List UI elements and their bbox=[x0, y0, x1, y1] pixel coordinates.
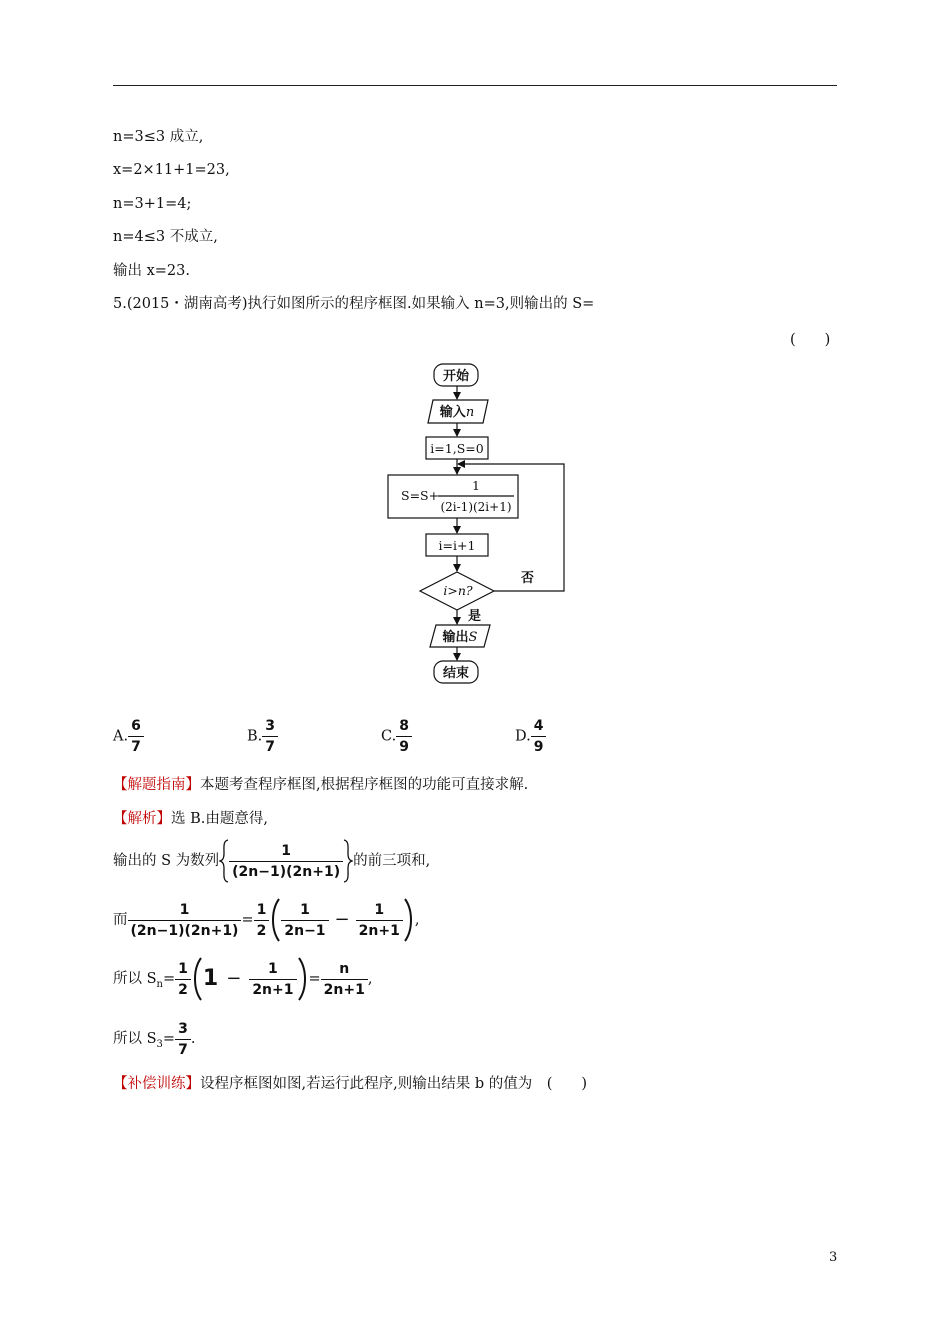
option-d bbox=[515, 718, 546, 755]
eq-num: 1 bbox=[179, 901, 190, 918]
page-number: 3 bbox=[829, 1250, 838, 1265]
svg-text:输出S bbox=[442, 629, 478, 645]
sn-eq: = bbox=[163, 971, 176, 987]
comma: , bbox=[367, 971, 373, 987]
guide-tag: 【解题指南】 bbox=[113, 777, 200, 793]
init-label: i=1,S=0 bbox=[430, 441, 484, 456]
option-c bbox=[381, 718, 412, 755]
p1-den: 2n−1 bbox=[281, 920, 328, 939]
sn-p2-den: 2n+1 bbox=[249, 979, 296, 998]
analysis-line bbox=[113, 810, 268, 828]
p1-num: 1 bbox=[300, 901, 310, 918]
analysis-tag: 【解析】 bbox=[113, 811, 171, 827]
right-paren-icon bbox=[403, 898, 415, 942]
sn-line bbox=[113, 956, 372, 1008]
sn-half-num: 1 bbox=[178, 960, 188, 977]
extra-text: 设程序框图如图,若运行此程序,则输出结果 b 的值为 ( ) bbox=[200, 1076, 588, 1092]
input-label: 输入 bbox=[439, 405, 466, 420]
er-text: 而 bbox=[113, 912, 128, 928]
text-line: n=3≤3 成立, bbox=[113, 129, 204, 145]
text-line: x=2×11+1=23, bbox=[113, 162, 230, 178]
s3-sub: 3 bbox=[156, 1038, 163, 1050]
sn-eq2: = bbox=[308, 971, 321, 987]
no-label: 否 bbox=[521, 571, 535, 586]
s3-line bbox=[113, 1016, 195, 1068]
right-paren-icon bbox=[297, 957, 309, 1001]
question-5: 5.(2015・湖南高考)执行如图所示的程序框图.如果输入 n=3,则输出的 S= bbox=[113, 296, 595, 312]
text-line: n=4≤3 不成立, bbox=[113, 229, 218, 245]
half-den: 2 bbox=[254, 920, 270, 939]
update-num: 1 bbox=[472, 478, 480, 493]
p2-num: 1 bbox=[374, 901, 385, 918]
extra-tag: 【补偿训练】 bbox=[113, 1076, 200, 1092]
option-num: 4 bbox=[533, 718, 544, 734]
sn-prefix: 所以 S bbox=[113, 971, 157, 987]
left-paren-icon bbox=[269, 898, 281, 942]
extra-line bbox=[113, 1075, 587, 1093]
res-num: n bbox=[339, 960, 350, 977]
answer-paren: ( ) bbox=[790, 332, 831, 348]
text-line: 输出 x=23. bbox=[113, 263, 190, 279]
start-label: 开始 bbox=[442, 369, 470, 384]
sn-sub: n bbox=[156, 978, 163, 990]
s3-den: 7 bbox=[175, 1039, 191, 1058]
right-brace-icon bbox=[343, 839, 353, 883]
seq-den: (2n−1)(2n+1) bbox=[229, 861, 343, 880]
s3-prefix: 所以 S bbox=[113, 1031, 157, 1047]
option-label: C. bbox=[381, 728, 397, 745]
seq-suffix: 的前三项和, bbox=[353, 853, 431, 869]
svg-text:输入n bbox=[439, 404, 474, 420]
half-num: 1 bbox=[256, 901, 267, 918]
p2-den: 2n+1 bbox=[356, 920, 403, 939]
option-b bbox=[247, 718, 278, 755]
update-prefix: S=S+ bbox=[401, 488, 440, 503]
one: 1 bbox=[202, 966, 219, 991]
option-label: B. bbox=[247, 728, 263, 745]
guide-text: 本题考查程序框图,根据程序框图的功能可直接求解. bbox=[200, 777, 529, 793]
option-den: 9 bbox=[396, 736, 412, 755]
option-label: A. bbox=[113, 728, 129, 745]
option-num: 3 bbox=[265, 718, 276, 734]
analysis-text: 选 B.由题意得, bbox=[171, 811, 268, 827]
left-paren-icon bbox=[191, 957, 203, 1001]
text-line: n=3+1=4; bbox=[113, 196, 192, 212]
seq-prefix: 输出的 S 为数列 bbox=[113, 853, 220, 869]
eq-den: (2n−1)(2n+1) bbox=[128, 920, 242, 939]
s3-num: 3 bbox=[178, 1020, 188, 1037]
minus-sign: − bbox=[334, 909, 350, 930]
option-a bbox=[113, 718, 144, 755]
option-num: 6 bbox=[131, 718, 141, 734]
identity-line bbox=[113, 897, 419, 943]
option-den: 9 bbox=[531, 736, 547, 755]
sn-half-den: 2 bbox=[175, 979, 191, 998]
eq-sign: = bbox=[241, 912, 254, 928]
sn-p2-num: 1 bbox=[268, 960, 278, 977]
input-var: n bbox=[465, 405, 475, 420]
output-var: S bbox=[468, 630, 478, 645]
option-den: 7 bbox=[128, 736, 144, 755]
output-label: 输出 bbox=[442, 630, 469, 645]
left-brace-icon bbox=[219, 839, 229, 883]
sequence-line bbox=[113, 838, 430, 884]
option-label: D. bbox=[515, 728, 531, 745]
condition-label: i>n? bbox=[443, 583, 473, 598]
s3-eq: = bbox=[162, 1031, 176, 1047]
minus-sign: − bbox=[226, 968, 242, 989]
guide-line bbox=[113, 776, 528, 794]
seq-num: 1 bbox=[281, 842, 291, 859]
yes-label: 是 bbox=[468, 609, 482, 624]
end-label: 结束 bbox=[442, 666, 470, 681]
period: . bbox=[190, 1031, 196, 1047]
option-den: 7 bbox=[262, 736, 278, 755]
option-num: 8 bbox=[399, 718, 409, 734]
update-den: (2i-1)(2i+1) bbox=[440, 500, 512, 514]
increment-label: i=i+1 bbox=[438, 538, 476, 553]
comma: , bbox=[414, 912, 420, 928]
res-den: 2n+1 bbox=[321, 979, 368, 998]
